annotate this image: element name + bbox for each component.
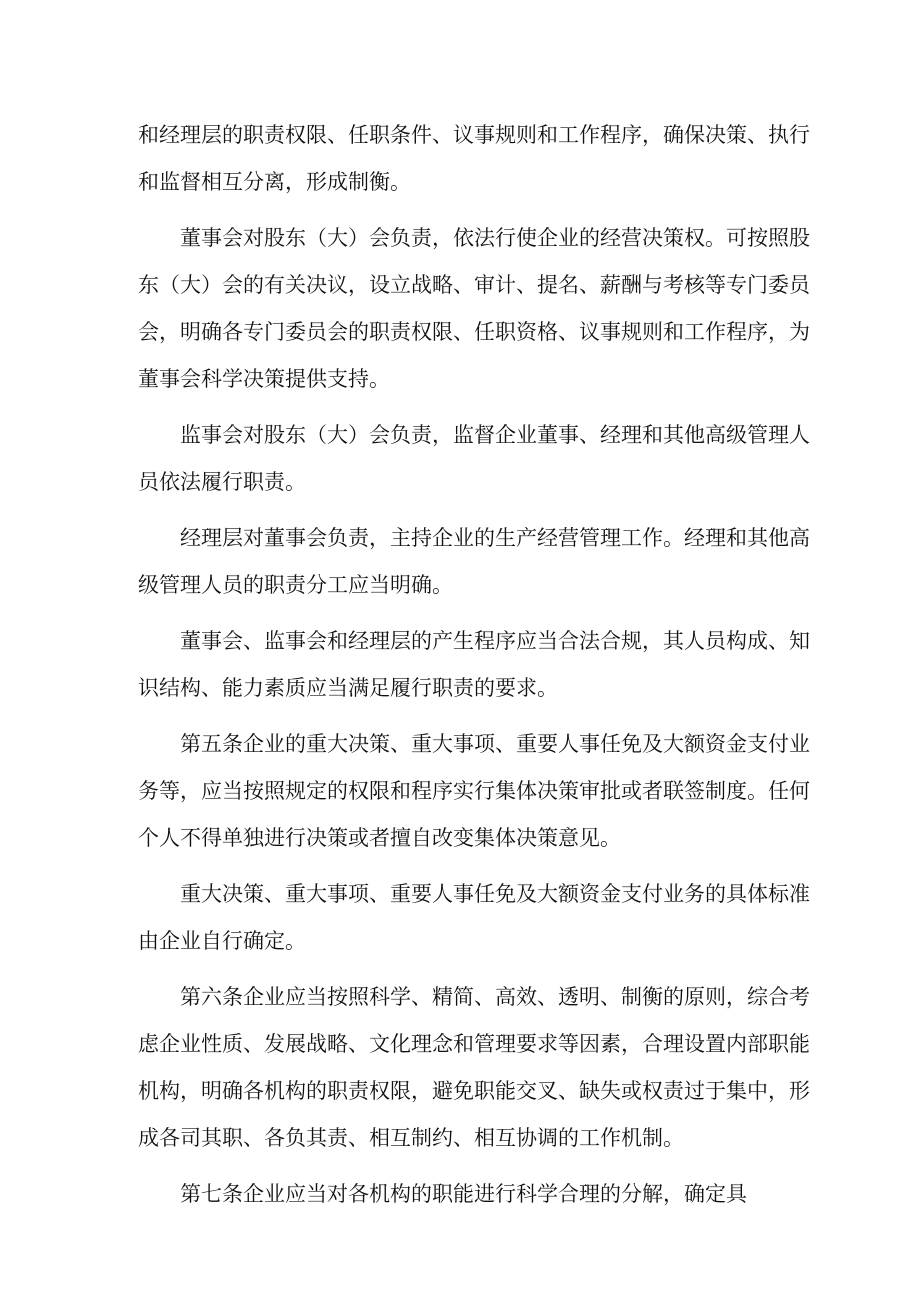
paragraph-4 (138, 515, 810, 609)
paragraph-2 (138, 215, 810, 403)
text-line: 会，明确各专门委员会的职责权限、任职资格、议事规则和工作程序，为 (138, 320, 810, 344)
text-line: 和经理层的职责权限、任职条件、议事规则和工作程序，确保决策、执行 (138, 123, 810, 147)
paragraph-5 (138, 618, 810, 712)
text-line: 务等，应当按照规定的权限和程序实行集体决策审批或者联签制度。任何 (138, 779, 810, 803)
document-body (138, 112, 810, 1218)
text-line: 董事会、监事会和经理层的产生程序应当合法合规，其人员构成、知 (180, 629, 810, 653)
text-line: 重大决策、重大事项、重要人事任免及大额资金支付业务的具体标准 (180, 882, 810, 906)
paragraph-7 (138, 871, 810, 965)
text-line: 成各司其职、各负其责、相互制约、相互协调的工作机制。 (138, 1126, 684, 1150)
paragraph-8 (138, 974, 810, 1162)
text-line: 监事会对股东（大）会负责，监督企业董事、经理和其他高级管理人 (180, 423, 810, 447)
text-line: 员依法履行职责。 (138, 470, 306, 494)
text-line: 董事会对股东（大）会负责，依法行使企业的经营决策权。可按照股 (180, 226, 810, 250)
text-line: 机构，明确各机构的职责权限，避免职能交叉、缺失或权责过于集中，形 (138, 1079, 810, 1103)
text-line: 经理层对董事会负责，主持企业的生产经营管理工作。经理和其他高 (180, 526, 810, 550)
paragraph-6 (138, 721, 810, 862)
paragraph-3 (138, 412, 810, 506)
text-line: 东（大）会的有关决议，设立战略、审计、提名、薪酬与考核等专门委员 (138, 273, 810, 297)
paragraph-1 (138, 112, 810, 206)
text-line: 董事会科学决策提供支持。 (138, 367, 390, 391)
text-line: 和监督相互分离，形成制衡。 (138, 170, 411, 194)
text-line: 第六条企业应当按照科学、精简、高效、透明、制衡的原则，综合考 (180, 985, 810, 1009)
text-line: 由企业自行确定。 (138, 929, 306, 953)
text-line: 识结构、能力素质应当满足履行职责的要求。 (138, 676, 558, 700)
text-line: 虑企业性质、发展战略、文化理念和管理要求等因素，合理设置内部职能 (138, 1032, 810, 1056)
text-line: 第七条企业应当对各机构的职能进行科学合理的分解，确定具 (180, 1182, 747, 1206)
text-line: 个人不得单独进行决策或者擅自改变集体决策意见。 (138, 826, 621, 850)
text-line: 第五条企业的重大决策、重大事项、重要人事任免及大额资金支付业 (180, 732, 810, 756)
paragraph-9 (138, 1171, 788, 1218)
text-line: 级管理人员的职责分工应当明确。 (138, 573, 453, 597)
